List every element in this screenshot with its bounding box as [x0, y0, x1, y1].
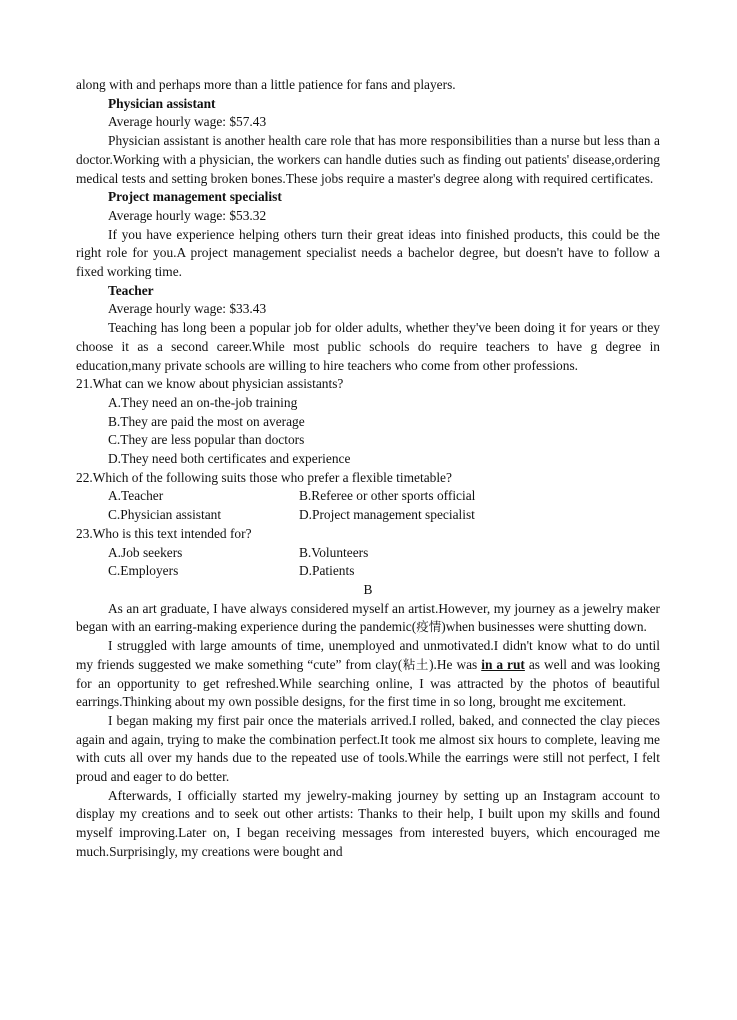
p2-text-a: I struggled with large amounts of time, unemployed and unmotivated.I didn't know what to do until my friends suggested we make something “cute” from clay(: [76, 638, 660, 672]
job-desc-physician-assistant: Physician assistant is another health care role that has more responsibilities than a nurse but less than a doctor.Working with a physician, the workers can handle duties such as finding out patients' disease,ordering medical tests and setting broken bones.These jobs require a master's degree along with required certificates.: [76, 133, 660, 186]
intro-tail: along with and perhaps more than a little patience for fans and players.: [76, 77, 456, 92]
document-page: [76, 76, 660, 862]
question-22-options-row-2: [76, 506, 660, 525]
job-wage-project-management: Average hourly wage: $53.32: [108, 207, 267, 223]
p2-chinese-gloss: 粘土: [402, 656, 430, 672]
section-b-paragraph-2: [76, 637, 660, 712]
p1-text-b: )when businesses were shutting down.: [441, 619, 647, 635]
question-23-options-row-2: [76, 562, 660, 581]
p2-text-c: as well and was looking for an opportunity to get refreshed.While searching online, I was attracted by the photos of beautiful earrings.Thinking about my own possible designs, for the first time in so long, brought me excitement.: [76, 656, 660, 710]
question-23-option-d: D.Patients: [299, 563, 355, 579]
section-b-paragraph-3: I began making my first pair once the materials arrived.I rolled, baked, and connected the clay pieces again and again, trying to make the combination perfect.It took me almost six hours to complete, leaving me with cuts all over my hands due to the repeated use of tools.While the earrings were still not perfect, I felt proud and eager to do better.: [76, 712, 660, 785]
question-21-stem: 21.What can we know about physician assistants?: [76, 376, 344, 392]
question-23-stem: 23.Who is this text intended for?: [76, 525, 252, 541]
job-title-project-management: Project management specialist: [108, 189, 282, 205]
section-b-label: B: [363, 581, 373, 597]
job-desc-teacher: Teaching has long been a popular job for older adults, whether they've been doing it for years or they choose it as a second career.While most public schools do require teachers to have g degree in education,many private schools are willing to hire teachers who come from other professions.: [76, 320, 660, 373]
question-21-option-d: D.They need both certificates and experience: [108, 451, 351, 467]
section-b-paragraph-4: Afterwards, I officially started my jewelry-making journey by setting up an Instagram account to display my creations and to seek out other artists: Thanks to their help, I built upon my skills and found myself improving.Later on, I began receiving messages from interested buyers, which encouraged me much.Surprisingly, my creations were bought and: [76, 787, 660, 859]
question-22-option-a: A.Teacher: [108, 488, 164, 504]
underlined-phrase-in-a-rut: in a rut: [481, 656, 525, 672]
section-b-paragraph-1: [76, 600, 660, 637]
p1-text-a: As an art graduate, I have always considered myself an artist.However, my journey as a jewelry maker began with an earring-making experience during the pandemic(: [76, 600, 660, 635]
question-22-option-c: C.Physician assistant: [108, 507, 222, 523]
question-23-option-b: B.Volunteers: [299, 544, 369, 560]
question-22-options-row-1: [76, 487, 660, 506]
question-22-option-b: B.Referee or other sports official: [299, 488, 476, 504]
question-21-option-a: A.They need an on-the-job training: [108, 394, 298, 410]
question-22-stem: 22.Which of the following suits those who prefer a flexible timetable?: [76, 469, 452, 485]
p2-text-b: ).He was: [429, 656, 482, 672]
question-23-options-row-1: [76, 544, 660, 563]
question-21-option-b: B.They are paid the most on average: [108, 413, 305, 429]
job-title-physician-assistant: Physician assistant: [108, 95, 216, 111]
question-21-option-c: C.They are less popular than doctors: [108, 432, 305, 448]
job-title-teacher: Teacher: [108, 282, 154, 298]
question-23-option-c: C.Employers: [108, 563, 179, 579]
question-23-option-a: A.Job seekers: [108, 544, 183, 560]
job-wage-physician-assistant: Average hourly wage: $57.43: [108, 114, 267, 130]
question-22-option-d: D.Project management specialist: [299, 507, 475, 523]
p1-chinese-gloss: 疫情: [416, 619, 442, 635]
job-desc-project-management: If you have experience helping others turn their great ideas into finished products, this could be the right role for you.A project management specialist needs a bachelor degree, but doesn't have to follow a fixed working time.: [76, 226, 660, 280]
job-wage-teacher: Average hourly wage: $33.43: [108, 301, 267, 317]
